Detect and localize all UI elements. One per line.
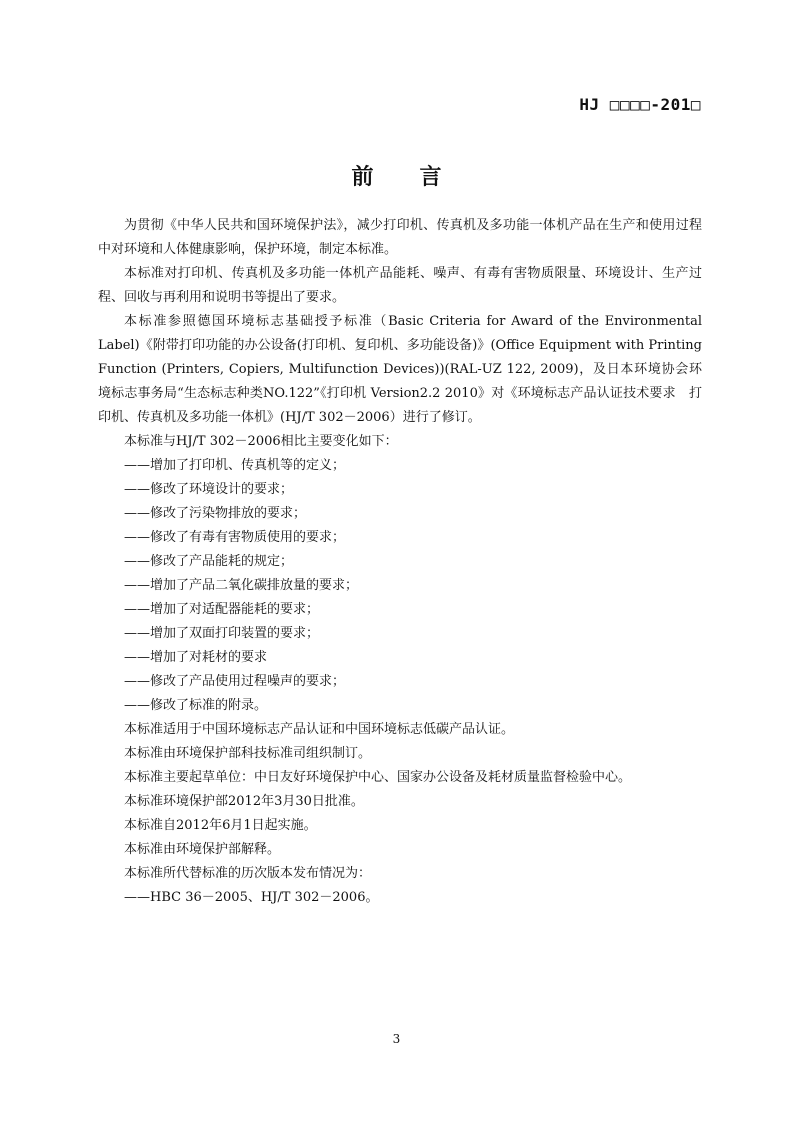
paragraph: 本标准适用于中国环境标志产品认证和中国环境标志低碳产品认证。 [124,722,515,737]
paragraph: 本标准由环境保护部解释。 [124,842,281,857]
change-item: ——修改了环境设计的要求； [124,482,294,497]
paragraph: 本标准参照德国环境标志基础授予标准（Basic Criteria for Award of the Environmental Label)《附带打印功能的办公设备(打印机、复印机、多功能设备)》(Office Equipment with Printing Function (Printers, Copiers, Multifunction Devices))(RAL-UZ 122, 2009)，及日本环境协会环境标志事务局“生态标志种类NO.122”《打印机 Version2.2 2010》对《环境标志产品认证技术要求 打印机、传真机及多功能一体机》(HJ/T 302－2006）进行了修订。 [98,314,702,425]
paragraph: 本标准环境保护部2012年3月30日批准。 [124,794,364,809]
page-title: 前言 [351,165,488,190]
paragraph: 本标准与HJ/T 302－2006相比主要变化如下： [124,434,398,449]
change-item: ——HBC 36－2005、HJ/T 302－2006。 [124,890,379,905]
change-item: ——增加了双面打印装置的要求； [124,626,320,641]
paragraph: 为贯彻《中华人民共和国环境保护法》，减少打印机、传真机及多功能一体机产品在生产和使用过程中对环境和人体健康影响，保护环境，制定本标准。 [98,218,702,257]
page-number: 3 [392,1032,401,1046]
change-item: ——修改了有毒有害物质使用的要求； [124,530,346,545]
change-item: ——增加了对适配器能耗的要求； [124,602,320,617]
paragraph: 本标准主要起草单位：中日友好环境保护中心、国家办公设备及耗材质量监督检验中心。 [124,770,632,785]
standard-code: HJ □□□□-201□ [579,95,701,114]
change-item: ——增加了产品二氧化碳排放量的要求； [124,578,359,593]
change-item: ——修改了产品使用过程噪声的要求； [124,674,346,689]
foreword-body [98,214,702,910]
change-item: ——增加了对耗材的要求 [124,650,268,665]
change-item: ——增加了打印机、传真机等的定义； [124,458,346,473]
paragraph: 本标准所代替标准的历次版本发布情况为： [124,866,372,881]
paragraph: 本标准由环境保护部科技标准司组织制订。 [124,746,372,761]
paragraph: 本标准自2012年6月1日起实施。 [124,818,317,833]
change-item: ——修改了污染物排放的要求； [124,506,307,521]
change-item: ——修改了产品能耗的规定； [124,554,294,569]
change-item: ——修改了标准的附录。 [124,698,268,713]
paragraph: 本标准对打印机、传真机及多功能一体机产品能耗、噪声、有毒有害物质限量、环境设计、生产过程、回收与再利用和说明书等提出了要求。 [98,266,702,305]
